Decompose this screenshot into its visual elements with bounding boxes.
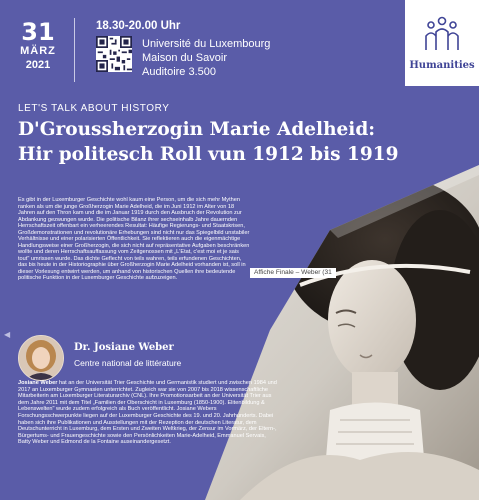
venue-line: Auditoire 3.500 [142,66,216,78]
bio-text: hat an der Universität Trier Geschichte und Germanistik studiert und zwischen 1984 und 2017 an Luxemburger Gymnasien unterrichtet. Zugleich war sie von 2007 bis 2018 wissenschaftliche Mitarbeiterin am Luxemburger Literaturarchiv (CNL). Ihre Promotionsarbeit an der Universität Trier aus dem Jahre 2011 mit dem Titel „Familien der Oberschicht in Luxemburg (1850-1900). Elitenbildung & Lebenswelten" wurde zudem erfolgreich als Buch veröffentlicht. Josiane Webers Forschungsschwerpunkte liegen auf der Luxemburger Geschichte des 19. und 20. Jahrhunderts. Dabei haben sich ihre Publikationen und Ausstellungen mit der Rezeption der deutschen Literatur, dem Deutschunterricht in Luxemburg, dem Ersten und Zweiten Weltkrieg, der Zensur im Vormärz, der Eltern-, Bürgertums- und Frauengeschichte sowie den Persönlichkeiten Marie-Adelheid, Emmanuel Servais, Batty Weber und Edmond de la Fontaine auseinandergesetzt. [18,380,277,446]
title-line: D'Groussherzogin Marie Adelheid: [18,119,376,140]
date-month: MÄRZ [20,45,56,57]
divider [74,18,75,82]
event-time: 18.30-20.00 Uhr [96,20,181,32]
chevron-left-icon[interactable]: ◀ [4,330,11,339]
speaker-name: Dr. Josiane Weber [74,342,174,353]
event-title [18,117,398,167]
speaker-org: Centre national de littérature [74,358,182,368]
people-group-icon [423,16,461,52]
humanities-label: Humanities [409,60,475,71]
avatar [18,335,64,381]
venue-line: Université du Luxembourg [142,38,271,50]
event-venue [142,37,270,79]
event-date [18,20,58,72]
speaker-bio [18,380,280,446]
title-line: Hir politesch Roll vun 1912 bis 1919 [18,144,399,165]
date-year: 2021 [25,59,51,71]
series-label: LET'S TALK ABOUT HISTORY [18,103,170,114]
bio-name: Josiane Weber [18,380,58,386]
date-day: 31 [21,18,55,46]
photo-caption: Affiche Finale – Weber (31 [250,268,336,278]
venue-line: Maison du Savoir [142,52,227,64]
abstract-text: Es gibt in der Luxemburger Geschichte wohl kaum eine Person, um die sich mehr Mythen ranken als um die junge Großherzogin Marie Adelheid, die im Juni 1912 im Alter von 18 Jahren auf den Thron kam und die im Januar 1919 durch den Ausbruch der Revolution zur Abdankung gezwungen wurde. Die politische Bilanz ihrer sechseinhalb Jahre dauernden Herrschaftszeit offenbart ein verheerendes Resultat: Häufige Regierungs- und Staatskrisen, Großdemonstrationen und revolutionäre Erhebungen sind nicht nur das Spiegelbild unstabiler Verhältnisse und einer polarisierten Öffentlichkeit. Sie reflektieren auch die eigenmächtige Handlungsweise einer Großherzogin, die sich nicht auf repräsentative Aufgaben beschränken wollte und deren Herrschaftsauffassung vom Zeitgenossen mit „L'Etat, c'est moi et je sais tout" umrissen wurde. Das dichte Geflecht von teils wahren, teils erfundenen Geschichten, das bis heute in der Historiographie über Großherzogin Marie Adelheid vorhanden ist, soll in dieser Vorlesung entwirrt werden, um anhand von historischen Quellen ihre bedeutende politische Funktion in der Luxemburger Geschichte aufzuzeigen. [18,197,250,281]
qr-code-icon[interactable] [96,36,132,72]
humanities-badge [405,0,479,86]
